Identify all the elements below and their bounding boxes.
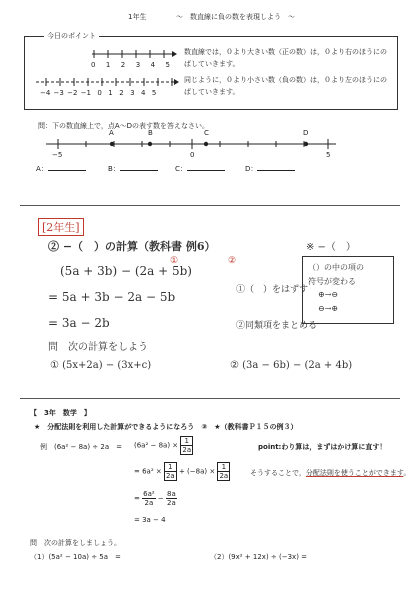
axis-zero-label: 0: [190, 151, 195, 159]
hw-note-2: ②同類項をまとめる: [236, 321, 318, 331]
number-line-positive: [86, 46, 178, 62]
divider-top: [20, 205, 400, 206]
step1-frac-box: $\frac{1}{2a}$: [182, 437, 192, 454]
example-step1: [134, 436, 193, 455]
number-line-full: [34, 74, 180, 90]
hw-note-1: ①（ ）をはずす: [236, 285, 309, 295]
grade3-q2[interactable]: （2）(9x² + 12x) ÷ (−3x) =: [210, 553, 308, 561]
number-line-positive-ticks: 0 1 2 3 4 5: [91, 61, 170, 69]
step2-frac-a: $\frac{1}{2a}$: [165, 463, 175, 480]
axis-left-label: −5: [52, 151, 63, 159]
answer-d[interactable]: D：: [245, 164, 295, 174]
example-result: = 3a − 4: [134, 516, 166, 524]
hw-side-note-2: 符号が変わる: [308, 277, 356, 286]
point-a-dot: [110, 142, 114, 146]
point-c-dot: [204, 142, 208, 146]
hw-annot-1: ①: [170, 256, 179, 266]
step3-minus: −: [157, 494, 164, 503]
axis-right-label: 5: [326, 151, 331, 159]
step1-lhs: (6a² − 8a) ×: [134, 441, 179, 450]
grade3-q1[interactable]: （1）(5a² − 10a) ÷ 5a =: [30, 553, 121, 561]
distribute-highlight: 分配法則を使うことができます: [305, 469, 404, 477]
hw-side-title: ※ −（ ）: [306, 242, 356, 253]
point-b-label: B: [148, 129, 153, 137]
point-a-label: A: [109, 129, 114, 137]
hw-heading: [2年生]: [38, 218, 84, 236]
hw-line1: (5a + 3b) − (2a + 5b): [60, 264, 192, 278]
example-step3: [134, 490, 177, 507]
answer-c[interactable]: C：: [175, 164, 225, 174]
point-box-label: 今日のポイント: [44, 31, 99, 41]
point-d-dot: [304, 142, 308, 146]
page-title: ～ 数直線に負の数を表現しよう ～: [176, 13, 295, 21]
point-d-label: D: [303, 129, 309, 137]
point-tip-text: わり算は，まずはかけ算に直す！: [281, 443, 387, 451]
grade3-goal: ★ 分配法則を利用した計算ができるようになろう ③ ★（教科書Ｐ１５の例３）: [34, 423, 298, 431]
question-prompt: 問：下の数直線上で，点A～Dの表す数を答えなさい。: [38, 122, 210, 130]
point-b-dot: [148, 142, 152, 146]
step3-frac-a: $\frac{\text{6a²}}{2a}$: [143, 490, 155, 507]
distribute-lead: そうすることで，: [250, 469, 306, 477]
hw-topic: ② −（ ）の計算（教科書 例6）: [48, 240, 216, 253]
hw-side-note-4: ⊖→⊕: [318, 304, 339, 313]
point-tip: [258, 442, 386, 452]
grade3-question: 問 次の計算をしましょう。: [30, 539, 121, 547]
step2-frac-b: $\frac{1}{2a}$: [219, 463, 229, 480]
step2-b: + (−8a) ×: [178, 467, 216, 476]
point-c-label: C: [204, 129, 209, 137]
hw-side-note-3: ⊕→⊖: [318, 290, 339, 299]
number-line-full-ticks: −4 −3 −2 −1 0 1 2 3 4 5: [40, 89, 157, 97]
answer-a[interactable]: A：: [36, 164, 86, 174]
answer-b[interactable]: B：: [108, 164, 158, 174]
hw-exercise-2: ② (3a − 6b) − (2a + 4b): [230, 360, 353, 371]
example-step2: [134, 462, 230, 481]
point-text-negative: 同じように，０より小さい数（負の数）は，０より左のほうにのばしていきます。: [184, 76, 387, 96]
step3-frac-b: $\frac{8a}{2a}$: [167, 490, 176, 507]
hw-line2: = 5a + 3b − 2a − 5b: [48, 290, 176, 304]
hw-line3: = 3a − 2b: [48, 316, 110, 330]
divider-bottom: [20, 398, 400, 399]
point-text-positive: 数直線では，０より大きい数（正の数）は，０より右のほうにのばしていきます。: [184, 48, 387, 68]
step2-a: = 6a² ×: [134, 467, 162, 476]
hw-annot-2: ②: [228, 256, 237, 266]
step3-eq: =: [134, 494, 140, 503]
hw-ask: 問 次の計算をしよう: [48, 342, 148, 353]
grade-label: 1年生: [128, 13, 147, 21]
grade3-label: 【 3年 数学 】: [30, 409, 91, 417]
hw-side-note-1: （）の中の項の: [308, 263, 364, 272]
distribute-period: 。: [403, 469, 411, 477]
example-expression: 例 (6a² − 8a) ÷ 2a =: [40, 443, 122, 451]
distribute-note: [250, 468, 410, 478]
point-tip-label: point:: [258, 443, 282, 451]
hw-exercise-1: ① (5x+2a) − (3x+c): [50, 360, 152, 371]
